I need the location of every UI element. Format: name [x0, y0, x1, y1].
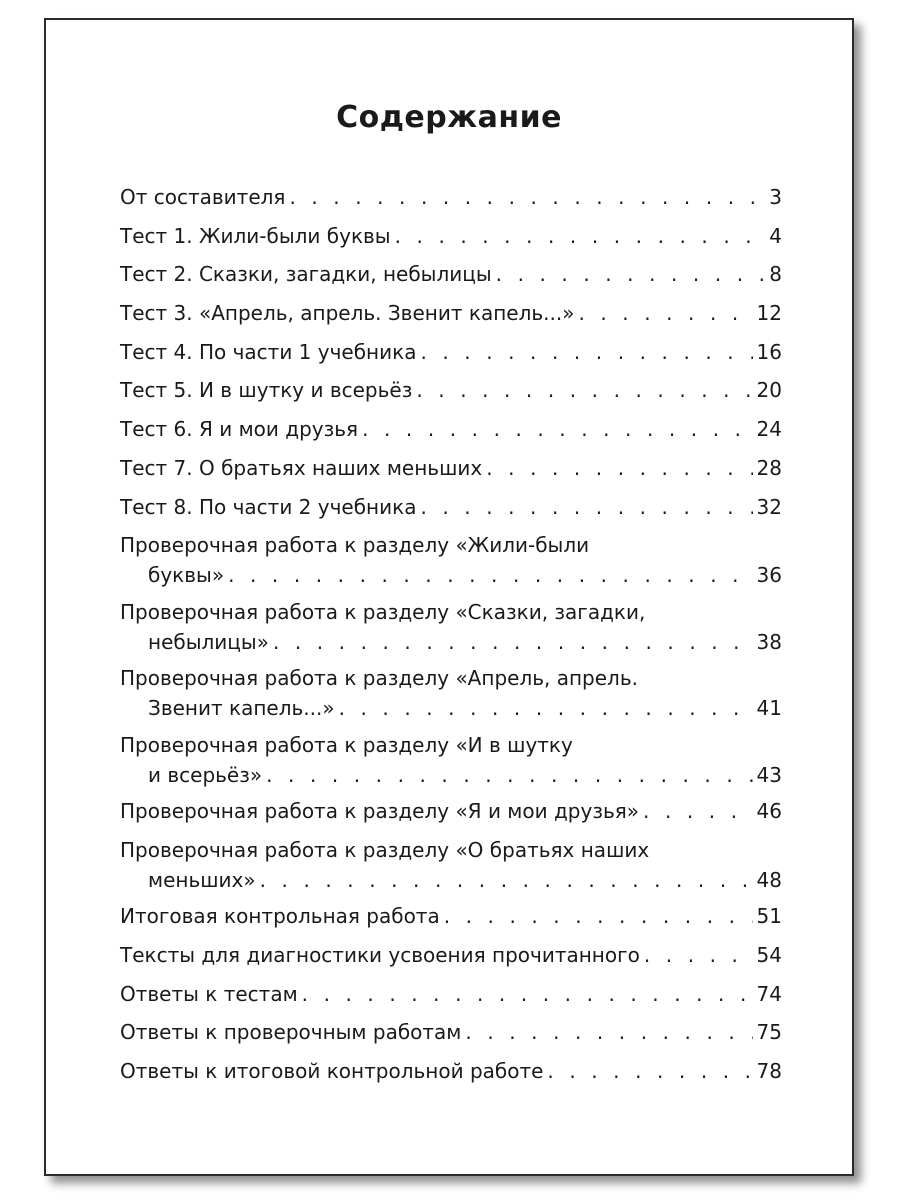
toc-entry-text: Проверочная работа к разделу «О братьях наших [120, 837, 650, 862]
dot-leader [302, 979, 753, 1009]
toc-entry-text-continued: Звенит капель...» [148, 696, 335, 721]
toc-page-number: 38 [756, 629, 782, 654]
toc-entry [120, 259, 782, 289]
dot-leader [444, 901, 753, 931]
dot-leader [289, 182, 765, 212]
toc-entry-text: От составителя [120, 185, 286, 209]
toc-entry-text: Тест 4. По части 1 учебника [120, 339, 417, 364]
toc-page-number: 8 [769, 262, 782, 287]
toc-entry-text: Тест 2. Сказки, загадки, небылицы [120, 262, 492, 287]
dot-leader [420, 337, 752, 367]
toc-entry [120, 796, 782, 826]
dot-leader [496, 259, 766, 289]
toc-page-number: 3 [769, 185, 782, 209]
toc-entry-text: Тексты для диагностики усвоения прочитанного [120, 943, 640, 968]
toc-page-number: 78 [756, 1059, 782, 1084]
toc-entry-text-continued: буквы» [148, 563, 225, 588]
toc-entry-text: Ответы к тестам [120, 981, 298, 1006]
dot-leader [266, 760, 752, 790]
book-page [44, 18, 854, 1176]
toc-entry [120, 182, 782, 212]
toc-entry-text: Проверочная работа к разделу «Апрель, апрель. [120, 666, 638, 691]
toc-entry-text: Тест 3. «Апрель, апрель. Звенит капель...» [120, 301, 575, 326]
dot-leader [273, 627, 753, 657]
toc-entry-text: Тест 7. О братьях наших меньших [120, 455, 483, 480]
toc-page-number: 20 [756, 378, 782, 403]
toc-page-number: 74 [756, 981, 782, 1006]
toc-page-number: 16 [756, 339, 782, 364]
dot-leader [547, 1056, 752, 1086]
toc-entry-text-continued: небылицы» [148, 629, 269, 654]
toc-page-number: 36 [756, 563, 782, 588]
dot-leader [578, 298, 752, 328]
toc-entry-text: Ответы к проверочным работам [120, 1020, 462, 1045]
toc-page-number: 28 [756, 455, 782, 480]
toc-entry [120, 375, 782, 405]
toc-entry-text: Ответы к итоговой контрольной работе [120, 1059, 544, 1084]
dot-leader [362, 414, 752, 444]
toc-entry-text: Тест 5. И в шутку и всерьёз [120, 378, 413, 403]
dot-leader [486, 453, 752, 483]
toc-page-number: 46 [756, 799, 782, 824]
toc-page-number: 43 [756, 762, 782, 787]
toc-entry-text-continued: меньших» [148, 867, 256, 892]
dot-leader [420, 492, 752, 522]
toc-entry-text: Итоговая контрольная работа [120, 904, 440, 929]
toc-entry [120, 1017, 782, 1047]
toc-page-number: 32 [756, 494, 782, 519]
toc-entry [120, 940, 782, 970]
toc-entry [120, 597, 782, 657]
toc-entry [120, 730, 782, 790]
toc-page-number: 4 [769, 223, 782, 248]
dot-leader [465, 1017, 752, 1047]
toc-page-number: 24 [756, 417, 782, 442]
toc-page-number: 75 [756, 1020, 782, 1045]
dot-leader [260, 865, 753, 895]
toc-entry [120, 492, 782, 522]
toc-entry [120, 530, 782, 590]
toc-entry-text: Тест 6. Я и мои друзья [120, 417, 359, 442]
dot-leader [395, 221, 766, 251]
dot-leader [339, 693, 753, 723]
dot-leader [416, 375, 752, 405]
toc-page-number: 48 [756, 867, 782, 892]
toc-entry [120, 663, 782, 723]
toc-entry-text: Проверочная работа к разделу «Жили-были [120, 533, 590, 558]
table-of-contents [120, 182, 782, 1095]
toc-entry [120, 453, 782, 483]
toc-entry [120, 979, 782, 1009]
toc-entry-text: Проверочная работа к разделу «Сказки, загадки, [120, 599, 646, 624]
toc-entry [120, 1056, 782, 1086]
toc-entry [120, 835, 782, 895]
toc-page-number: 41 [756, 696, 782, 721]
toc-entry [120, 337, 782, 367]
dot-leader [644, 940, 753, 970]
toc-entry [120, 414, 782, 444]
toc-entry [120, 901, 782, 931]
toc-page-number: 12 [756, 301, 782, 326]
toc-entry-text: Проверочная работа к разделу «Я и мои друзья» [120, 799, 640, 824]
toc-entry-text: Тест 8. По части 2 учебника [120, 494, 417, 519]
toc-page-number: 51 [756, 904, 782, 929]
toc-entry-text-continued: и всерьёз» [148, 762, 263, 787]
page-title: Содержание [336, 100, 562, 135]
toc-entry [120, 298, 782, 328]
toc-entry-text: Тест 1. Жили-были буквы [120, 223, 391, 248]
dot-leader [228, 560, 752, 590]
toc-entry-text: Проверочная работа к разделу «И в шутку [120, 732, 573, 757]
dot-leader [643, 796, 753, 826]
toc-entry [120, 221, 782, 251]
toc-page-number: 54 [756, 943, 782, 968]
